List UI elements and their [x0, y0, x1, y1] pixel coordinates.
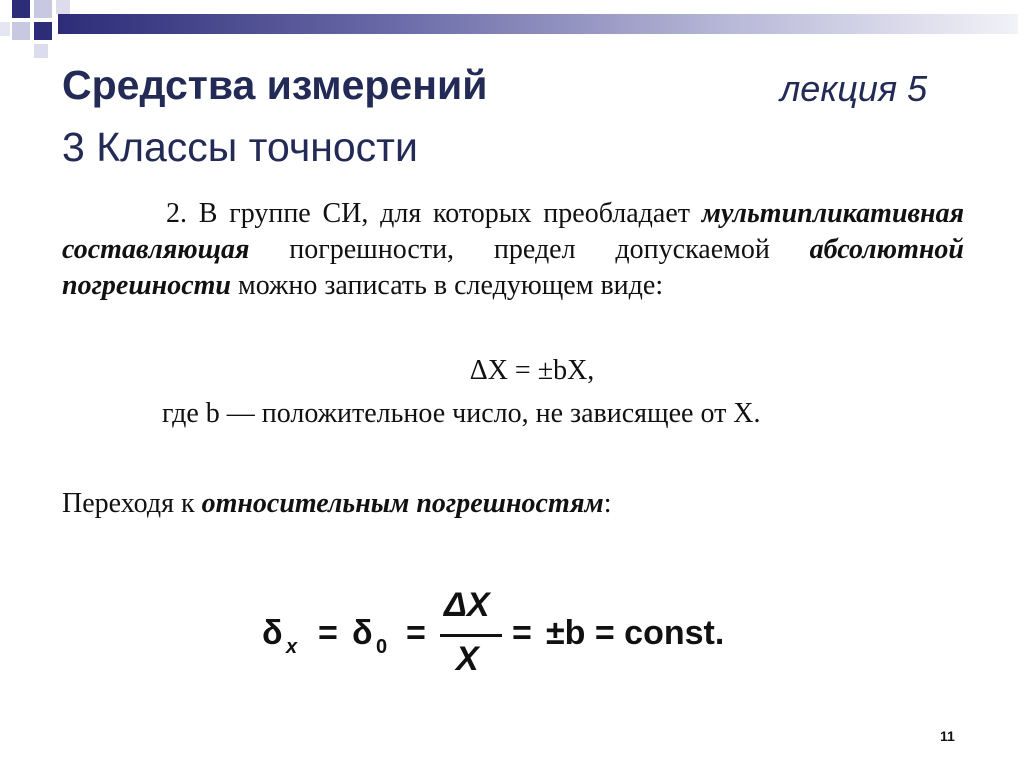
- formula-rhs: ±b = const.: [546, 614, 725, 652]
- fraction-bar: [440, 634, 502, 637]
- emphasis-relative-errors: относительным погрешностям: [201, 488, 604, 519]
- paragraph-text: можно записать в следующем виде:: [230, 270, 664, 301]
- emphasis-multiplicative: мультипликативная составляющая: [62, 198, 964, 265]
- where-clause: где b — положительное число, не зависящее от X.: [162, 398, 761, 429]
- transition-line: [62, 488, 612, 520]
- decor-square: [56, 0, 70, 14]
- equals-sign: =: [318, 614, 338, 652]
- decor-square: [34, 44, 48, 58]
- decor-square: [34, 22, 52, 40]
- delta-0-symbol: δ: [352, 614, 373, 652]
- formula-absolute-error: [0, 355, 1024, 387]
- decor-square: [0, 22, 10, 36]
- decor-square: [12, 22, 30, 40]
- slide-subtitle: 3 Классы точности: [62, 124, 418, 170]
- emphasis-absolute-error: абсолютной погрешности: [62, 234, 964, 301]
- decor-square: [12, 0, 30, 18]
- delta-x-symbol: δ: [262, 614, 283, 652]
- transition-colon: :: [603, 488, 612, 519]
- formula-text: ΔX = ±bX,: [469, 355, 595, 386]
- fraction-denominator: X: [456, 640, 479, 678]
- equals-sign: =: [406, 614, 426, 652]
- subscript-0: 0: [376, 636, 388, 658]
- top-gradient-bar: [58, 14, 1018, 34]
- subscript-x: x: [286, 636, 298, 658]
- equals-sign: =: [512, 614, 532, 652]
- lecture-label: лекция 5: [780, 68, 928, 109]
- transition-text: Переходя к: [62, 488, 202, 519]
- decor-square: [34, 0, 52, 18]
- paragraph-text: 2. В группе СИ, для которых преобладает: [166, 198, 702, 229]
- slide-title: Средства измерений: [62, 62, 488, 108]
- paragraph-text: погрешности, предел допускаемой: [249, 234, 810, 265]
- page-number: 11: [940, 728, 955, 744]
- fraction-numerator: ΔX: [444, 586, 490, 624]
- body-paragraph: [62, 196, 964, 304]
